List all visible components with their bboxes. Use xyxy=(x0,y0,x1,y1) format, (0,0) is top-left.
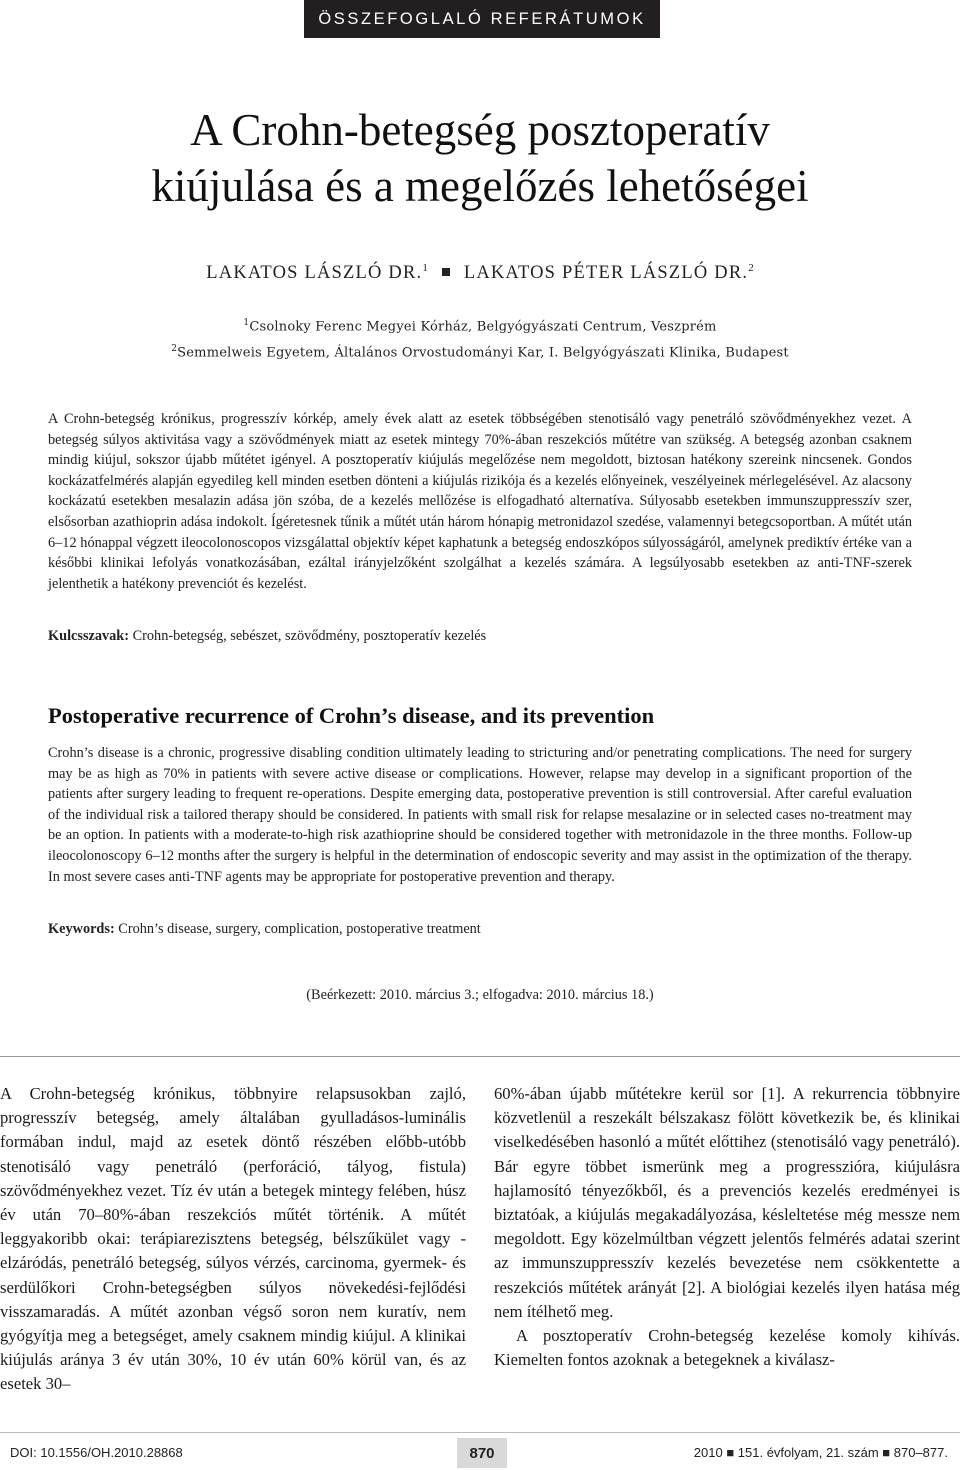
footer-rule xyxy=(0,1432,960,1433)
divider xyxy=(0,1056,960,1057)
keywords-english-label: Keywords: xyxy=(48,921,115,937)
citation-info: 2010 ■ 151. évfolyam, 21. szám ■ 870–877. xyxy=(693,1445,948,1460)
title-line-2: kiújulása és a megelőzés lehetőségei xyxy=(151,161,809,211)
affiliation-2-mark: 2 xyxy=(171,344,178,355)
affiliation-1 xyxy=(40,312,920,338)
abstract-english: Crohn’s disease is a chronic, progressive disabling condition ultimately leading to stricturing and/or penetrating complications. The need for surgery may be as high as 70% in patients with severe active disease or complications. However, relapse may develop in a significant proportion of the patients after surgery leading to frequent re-operations. Despite emerging data, postoperative prevention is still controversial. After careful evaluation of the individual risk a tailored therapy should be considered. In patients with small risk for relapse mesalazine or in selected cases no-treatment may be an option. In patients with a moderate-to-high risk azathioprine should be considered together with metronidazole in the three months. Follow-up ileocolonoscopy 6–12 months after the surgery is helpful in the determination of endoscopic severity and may assist in the optimization of the therapy. In most severe cases anti-TNF agents may be appropriate for postoperative prevention and therapy. xyxy=(48,745,912,885)
body-paragraph-3: A posztoperatív Crohn-betegség kezelése komoly kihívás. Kiemelten fontos azoknak a betegeknek a kiválasz- xyxy=(494,1326,960,1370)
affiliations xyxy=(40,312,920,365)
abstract-hungarian: A Crohn-betegség krónikus, progresszív kórkép, amely évek alatt az esetek többségében stenotisáló vagy penetráló szövődményekhez vezet. A betegség súlyos aktivitása vagy a szövődmények miatt az esetek mintegy 70%-ában reszekciós műtétre van szükség. A betegség azonban csaknem mindig kiújul, sokszor újabb műtétet igényel. A posztoperatív kiújulás megelőzése nem megoldott, biztosan hatékony szereink nincsenek. Gondos kockázatfelmérés alapján egyedileg kell minden esetben dönteni a kiújulás rizikója és a kezelés előnyeinek, veszélyeinek mérlegelésével. Az alacsony kockázatú esetekben mesalazin adása jön szóba, de a kezelés mellőzése is elfogadható alternatíva. Súlyosabb esetekben immunszuppresszív szer, elsősorban azathioprin adása indokolt. Ígéretesnek tűnik a műtét után három hónapig metronidazol szedése, valamennyi betegcsoportban. A műtét után 6–12 hónappal végzett ileocolonoscopos vizsgálattal objektív képet kaphatunk a betegség endoszkópos súlyosságáról, amelynek prediktív értéke van a későbbi klinikai lefolyás vonatkozásában, ezáltal irányjelzőként szolgálhat a kezelés számára. A legsúlyosabb esetekben az anti-TNF-szerek jelenthetik a hatékony prevenciót és kezelést. xyxy=(48,411,912,592)
affiliation-2 xyxy=(40,338,920,364)
author-1-affil-mark: 1 xyxy=(422,262,428,274)
author-list xyxy=(40,262,920,284)
keywords-hungarian-text: Crohn-betegség, sebészet, szövődmény, posztoperatív kezelés xyxy=(129,628,487,644)
body-paragraph-2: 60%-ában újabb műtétekre kerül sor [1]. A rekurrencia többnyire közvetlenül a reszekált bélszakasz fölött következik be, és klinikai viselkedésében hasonló a műtét előttihez (stenotisáló vagy penetráló). Bár egyre többet ismerünk meg a progresszióra, kiújulásra hajlamosító tényezőkből, és a prevenciós kezelés eredményei is biztatóak, a kiújulás megakadályozása, késleltetése még messze nem megoldott. Egy közelmúltban végzett jelentős felmérés adatai szerint az immunszuppresszív kezelés bevezetése nem csökkentette a reszekciós műtétek arányát [2]. A biológiai kezelés ilyen hatása még nem ítélhető meg. xyxy=(494,1084,960,1321)
separator-square-icon xyxy=(442,268,450,276)
page-footer xyxy=(0,1432,960,1470)
affiliation-1-text: Csolnoky Ferenc Megyei Kórház, Belgyógyászati Centrum, Veszprém xyxy=(249,319,717,335)
received-dates: (Beérkezett: 2010. március 3.; elfogadva: 2010. március 18.) xyxy=(306,987,654,1003)
body-column-left xyxy=(0,1082,466,1397)
keywords-hungarian xyxy=(48,626,912,646)
doi-link[interactable]: DOI: 10.1556/OH.2010.28868 xyxy=(10,1445,183,1460)
body-paragraph-1: A Crohn-betegség krónikus, többnyire relapsusokban zajló, progresszív betegség, amely általában gyulladásos-luminális formában indul, majd az esetek döntő részében előbb-utóbb stenotisáló vagy penetráló (perforáció, tályog, fistula) szövődményekhez vezet. Tíz év után a betegek mintegy felében, húsz év után 70–80%-ában reszekciós műtét történik. A műtét leggyakoribb okai: terápiarezisztens betegség, bélszűkület vagy -elzáródás, penetráló betegség, súlyos vérzés, carcinoma, gyermek- és serdülőkori Crohn-betegségben súlyos növekedési-fejlődési visszamaradás. A műtét azonban végső soron nem kuratív, nem gyógyítja meg a betegséget, amely csaknem mindig kiújul. A klinikai kiújulás aránya 3 év után 30%, 10 év után 60% körül van, és az esetek 30– xyxy=(0,1084,466,1394)
author-1: LAKATOS LÁSZLÓ DR. xyxy=(206,263,423,284)
body-column-right xyxy=(494,1082,960,1372)
section-banner: ÖSSZEFOGLALÓ REFERÁTUMOK xyxy=(304,0,660,38)
keywords-hungarian-label: Kulcsszavak: xyxy=(48,628,130,644)
keywords-english xyxy=(48,919,912,939)
title-line-1: A Crohn-betegség posztoperatív xyxy=(190,105,770,155)
author-2-affil-mark: 2 xyxy=(748,262,754,274)
author-2: LAKATOS PÉTER LÁSZLÓ DR. xyxy=(463,263,749,284)
page-number: 870 xyxy=(457,1438,507,1468)
affiliation-2-text: Semmelweis Egyetem, Általános Orvostudományi Kar, I. Belgyógyászati Klinika, Budapest xyxy=(177,345,789,361)
english-title: Postoperative recurrence of Crohn’s disease, and its prevention xyxy=(48,703,655,728)
article-title xyxy=(40,102,920,214)
keywords-english-text: Crohn’s disease, surgery, complication, postoperative treatment xyxy=(114,921,481,937)
affiliation-1-mark: 1 xyxy=(243,318,250,328)
